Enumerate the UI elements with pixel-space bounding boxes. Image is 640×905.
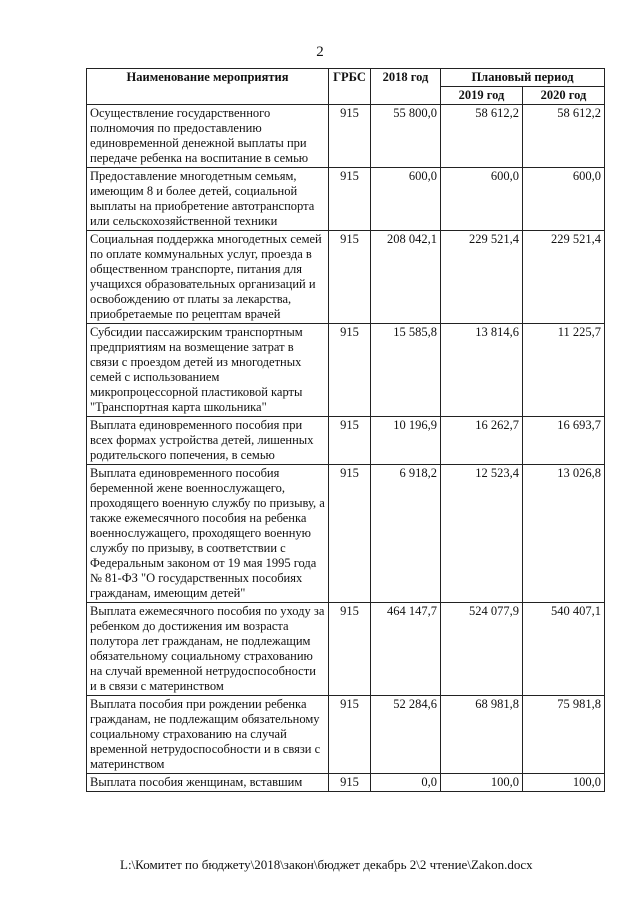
row-2020: 540 407,1 xyxy=(523,603,605,696)
row-2018: 464 147,7 xyxy=(371,603,441,696)
file-path-footer: L:\Комитет по бюджету\2018\закон\бюджет декабрь 2\2 чтение\Zakon.docx xyxy=(120,857,533,872)
row-2019: 13 814,6 xyxy=(441,324,523,417)
row-2018: 10 196,9 xyxy=(371,417,441,465)
header-grbs: ГРБС xyxy=(329,69,371,105)
row-2018: 15 585,8 xyxy=(371,324,441,417)
row-name: Осуществление государственного полномочия по предоставлению единовременной денежной выплаты при передаче ребенка на воспитание в семью xyxy=(87,105,329,168)
row-2020: 58 612,2 xyxy=(523,105,605,168)
table-row xyxy=(87,696,605,774)
row-2019: 16 262,7 xyxy=(441,417,523,465)
row-grbs: 915 xyxy=(329,465,371,603)
row-2019: 12 523,4 xyxy=(441,465,523,603)
header-name: Наименование мероприятия xyxy=(87,69,329,105)
row-2019: 524 077,9 xyxy=(441,603,523,696)
row-2020: 16 693,7 xyxy=(523,417,605,465)
row-2020: 100,0 xyxy=(523,774,605,792)
row-2020: 75 981,8 xyxy=(523,696,605,774)
table-row xyxy=(87,603,605,696)
row-grbs: 915 xyxy=(329,105,371,168)
header-2018: 2018 год xyxy=(371,69,441,105)
row-2019: 229 521,4 xyxy=(441,231,523,324)
row-grbs: 915 xyxy=(329,168,371,231)
table-row xyxy=(87,168,605,231)
row-2020: 600,0 xyxy=(523,168,605,231)
row-2020: 13 026,8 xyxy=(523,465,605,603)
row-name: Выплата единовременного пособия беременной жене военнослужащего, проходящего военную службу по призыву, а также ежемесячного пособия на ребенка военнослужащего, проходящего военную службу по призыву, в соответствии с Федеральным законом от 19 мая 1995 года № 81-ФЗ "О государственных пособиях гражданам, имеющим детей" xyxy=(87,465,329,603)
row-name: Социальная поддержка многодетных семей по оплате коммунальных услуг, проезда в общественном транспорте, питания для учащихся образовательных организаций и освобождению от платы за лекарства, приобретаемые по рецептам врачей xyxy=(87,231,329,324)
row-2019: 600,0 xyxy=(441,168,523,231)
table-row xyxy=(87,465,605,603)
row-grbs: 915 xyxy=(329,696,371,774)
page-number: 2 xyxy=(316,44,324,60)
row-grbs: 915 xyxy=(329,774,371,792)
row-name: Выплата пособия при рождении ребенка гражданам, не подлежащим обязательному социальному страхованию на случай временной нетрудоспособности и в связи с материнством xyxy=(87,696,329,774)
budget-table xyxy=(86,68,605,792)
table-row xyxy=(87,105,605,168)
row-name: Выплата ежемесячного пособия по уходу за ребенком до достижения им возраста полутора лет гражданам, не подлежащим обязательному социальному страхованию на случай временной нетрудоспособности и в связи с материнством xyxy=(87,603,329,696)
row-2018: 0,0 xyxy=(371,774,441,792)
row-grbs: 915 xyxy=(329,324,371,417)
header-2020: 2020 год xyxy=(523,87,605,105)
table-row xyxy=(87,231,605,324)
table-row xyxy=(87,324,605,417)
row-2020: 229 521,4 xyxy=(523,231,605,324)
row-2019: 100,0 xyxy=(441,774,523,792)
row-grbs: 915 xyxy=(329,417,371,465)
header-planned-period: Плановый период xyxy=(441,69,605,87)
row-name: Выплата пособия женщинам, вставшим xyxy=(87,774,329,792)
row-grbs: 915 xyxy=(329,231,371,324)
table-header xyxy=(87,69,605,105)
row-2018: 6 918,2 xyxy=(371,465,441,603)
row-2018: 52 284,6 xyxy=(371,696,441,774)
table-row xyxy=(87,774,605,792)
row-2020: 11 225,7 xyxy=(523,324,605,417)
row-2018: 600,0 xyxy=(371,168,441,231)
row-2019: 68 981,8 xyxy=(441,696,523,774)
row-name: Предоставление многодетным семьям, имеющим 8 и более детей, социальной выплаты на приобретение автотранспорта или сельскохозяйственной техники xyxy=(87,168,329,231)
row-grbs: 915 xyxy=(329,603,371,696)
row-2018: 208 042,1 xyxy=(371,231,441,324)
row-name: Выплата единовременного пособия при всех формах устройства детей, лишенных родительского попечения, в семью xyxy=(87,417,329,465)
row-2018: 55 800,0 xyxy=(371,105,441,168)
table-row xyxy=(87,417,605,465)
row-2019: 58 612,2 xyxy=(441,105,523,168)
header-2019: 2019 год xyxy=(441,87,523,105)
row-name: Субсидии пассажирским транспортным предприятиям на возмещение затрат в связи с проездом детей из многодетных семей с использованием микропроцессорной пластиковой карты "Транспортная карта школьника" xyxy=(87,324,329,417)
